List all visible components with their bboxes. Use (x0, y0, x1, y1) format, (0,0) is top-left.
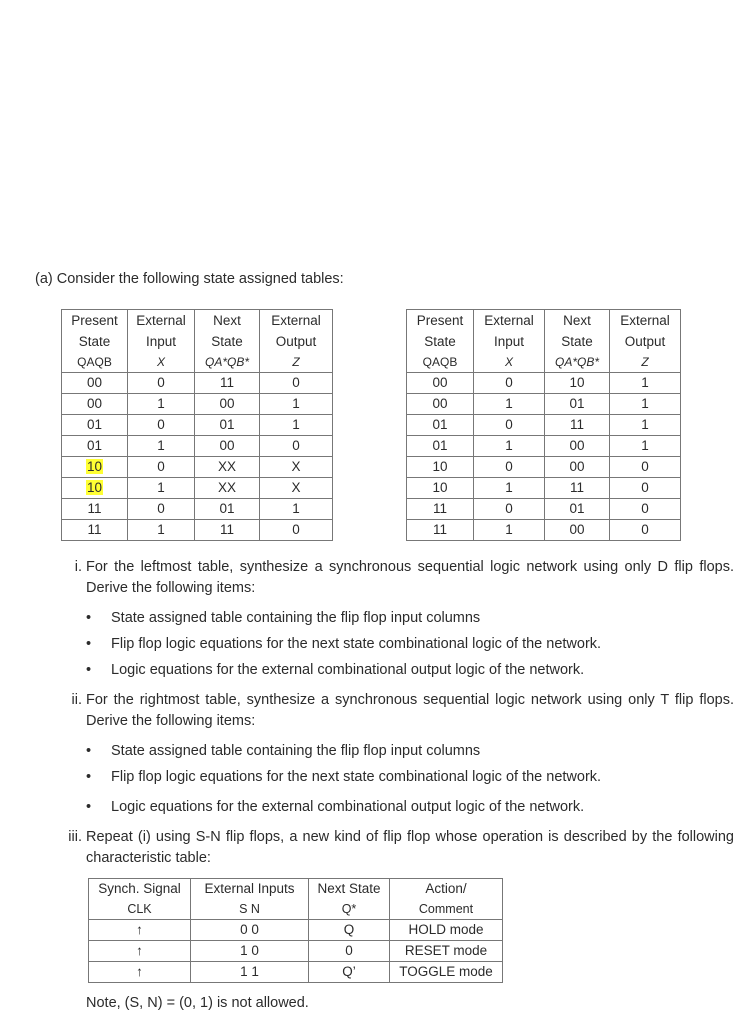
header-cell: Output (260, 331, 333, 352)
table-row (407, 373, 681, 394)
table-cell: 1 (474, 394, 545, 415)
table-cell: 11 (195, 520, 260, 541)
table-cell: 00 (545, 457, 610, 478)
table-row (62, 457, 333, 478)
table-cell: 11 (62, 520, 128, 541)
table-row (62, 436, 333, 457)
left-state-table (61, 309, 333, 541)
table-cell: 1 (610, 436, 681, 457)
item-number: iii. (68, 829, 82, 845)
table-cell: 1 (128, 478, 195, 499)
table-row (407, 499, 681, 520)
table-cell: 01 (407, 436, 474, 457)
subheader-cell: S N (191, 899, 309, 920)
table-cell: 0 (128, 457, 195, 478)
header-cell: External (474, 310, 545, 332)
table-row (62, 394, 333, 415)
table-cell: 0 (474, 415, 545, 436)
table-row (407, 478, 681, 499)
table-cell: Q (309, 920, 390, 941)
table-row (407, 436, 681, 457)
header-cell: External (260, 310, 333, 332)
bullet-icon: • (86, 769, 92, 785)
table-cell: Q’ (309, 962, 390, 983)
table-cell: 01 (545, 394, 610, 415)
table-row (62, 478, 333, 499)
table-cell: 0 (610, 520, 681, 541)
table-cell: 1 (128, 436, 195, 457)
table-cell: 0 (260, 373, 333, 394)
table-cell: 1 (474, 520, 545, 541)
table-cell: 11 (407, 499, 474, 520)
table-cell: X (260, 478, 333, 499)
symbol-cell: X (474, 352, 545, 373)
item-text: Repeat (i) using S-N flip flops, a new kind of flip flop whose operation is described by the following characteristic table: (86, 829, 734, 866)
header-cell: Present (62, 310, 128, 332)
table-cell: 01 (62, 436, 128, 457)
table-cell: ↑ (89, 920, 191, 941)
table-cell: TOGGLE mode (390, 962, 503, 983)
table-cell: 00 (62, 394, 128, 415)
highlighted-value: 10 (86, 459, 103, 474)
symbol-cell: QA*QB* (545, 352, 610, 373)
symbol-cell: QA*QB* (195, 352, 260, 373)
right-table-body (407, 373, 681, 541)
table-cell: 1 (128, 394, 195, 415)
table-cell: 1 (128, 520, 195, 541)
table-row (62, 415, 333, 436)
table-cell: 1 1 (191, 962, 309, 983)
header-cell: State (195, 331, 260, 352)
table-cell: 11 (195, 373, 260, 394)
table-cell: 1 (260, 499, 333, 520)
table-cell: 0 (309, 941, 390, 962)
header-cell: Next (195, 310, 260, 332)
table-cell: 11 (545, 478, 610, 499)
subheader-cell: Q* (309, 899, 390, 920)
right-state-table (406, 309, 681, 541)
table-row (407, 394, 681, 415)
table-cell: ↑ (89, 941, 191, 962)
table-cell: 1 0 (191, 941, 309, 962)
table-cell: 1 (610, 394, 681, 415)
symbol-cell: Z (260, 352, 333, 373)
table-cell (62, 478, 128, 499)
bullet-icon: • (86, 636, 92, 652)
table-cell: 0 (128, 373, 195, 394)
table-cell: 00 (545, 520, 610, 541)
bullet-icon: • (86, 610, 92, 626)
table-row (62, 520, 333, 541)
table-cell: ↑ (89, 962, 191, 983)
bullet-icon: • (86, 662, 92, 678)
table-row (407, 457, 681, 478)
item-number: i. (74, 559, 82, 575)
table-row (89, 920, 503, 941)
header-cell: External (128, 310, 195, 332)
table-cell: 0 (128, 415, 195, 436)
table-cell: 1 (260, 415, 333, 436)
table-cell: 00 (545, 436, 610, 457)
subheader-cell: Comment (390, 899, 503, 920)
table-cell: RESET mode (390, 941, 503, 962)
table-cell: 00 (195, 394, 260, 415)
header-cell: Synch. Signal (89, 879, 191, 900)
table-cell: 00 (407, 394, 474, 415)
table-cell: 01 (62, 415, 128, 436)
table-cell: 0 (260, 436, 333, 457)
symbol-cell: Z (610, 352, 681, 373)
table-cell: 0 (610, 499, 681, 520)
table-cell: 00 (407, 373, 474, 394)
header-cell: External (610, 310, 681, 332)
table-cell: XX (195, 478, 260, 499)
table-cell: XX (195, 457, 260, 478)
table-cell: 01 (407, 415, 474, 436)
table-cell: 00 (195, 436, 260, 457)
table-cell: 11 (62, 499, 128, 520)
table-cell: X (260, 457, 333, 478)
bullet-icon: • (86, 799, 92, 815)
table-cell: 00 (62, 373, 128, 394)
header-cell: Input (128, 331, 195, 352)
char-table-body (89, 920, 503, 983)
header-cell: State (545, 331, 610, 352)
table-cell: 0 (128, 499, 195, 520)
left-table-body (62, 373, 333, 541)
header-cell: State (62, 331, 128, 352)
header-cell: Output (610, 331, 681, 352)
table-cell: 01 (545, 499, 610, 520)
header-cell: State (407, 331, 474, 352)
table-cell: 0 (474, 499, 545, 520)
table-cell: 1 (610, 415, 681, 436)
symbol-cell: QAQB (407, 352, 474, 373)
table-row (62, 499, 333, 520)
header-cell: Present (407, 310, 474, 332)
table-cell: 11 (545, 415, 610, 436)
table-cell: HOLD mode (390, 920, 503, 941)
table-cell: 0 (610, 478, 681, 499)
table-cell: 10 (407, 478, 474, 499)
header-cell: Action/ (390, 879, 503, 900)
bullet-icon: • (86, 743, 92, 759)
table-cell: 0 (474, 373, 545, 394)
header-cell: External Inputs (191, 879, 309, 900)
subheader-cell: CLK (89, 899, 191, 920)
header-cell: Next State (309, 879, 390, 900)
table-cell: 01 (195, 499, 260, 520)
table-cell: 1 (474, 478, 545, 499)
table-cell: 0 (474, 457, 545, 478)
symbol-cell: X (128, 352, 195, 373)
table-cell: 10 (407, 457, 474, 478)
table-row (407, 520, 681, 541)
item-number: ii. (71, 692, 82, 708)
table-cell: 1 (260, 394, 333, 415)
item-text: For the rightmost table, synthesize a synchronous sequential logic network using only T flip flops. Derive the following items: (86, 692, 734, 729)
table-cell: 10 (545, 373, 610, 394)
table-cell (62, 457, 128, 478)
highlighted-value: 10 (86, 480, 103, 495)
symbol-cell: QAQB (62, 352, 128, 373)
table-cell: 1 (474, 436, 545, 457)
header-cell: Input (474, 331, 545, 352)
table-cell: 01 (195, 415, 260, 436)
table-cell: 1 (610, 373, 681, 394)
table-cell: 0 (260, 520, 333, 541)
table-row (407, 415, 681, 436)
table-row (89, 941, 503, 962)
table-cell: 0 (610, 457, 681, 478)
table-row (62, 373, 333, 394)
note-text: Note, (S, N) = (0, 1) is not allowed. (86, 995, 309, 1011)
header-cell: Next (545, 310, 610, 332)
table-row (89, 962, 503, 983)
table-cell: 11 (407, 520, 474, 541)
table-cell: 0 0 (191, 920, 309, 941)
intro-text: (a) Consider the following state assigned tables: (35, 271, 344, 287)
item-text: For the leftmost table, synthesize a synchronous sequential logic network using only D flip flops. Derive the following items: (86, 559, 734, 596)
characteristic-table (88, 878, 503, 983)
